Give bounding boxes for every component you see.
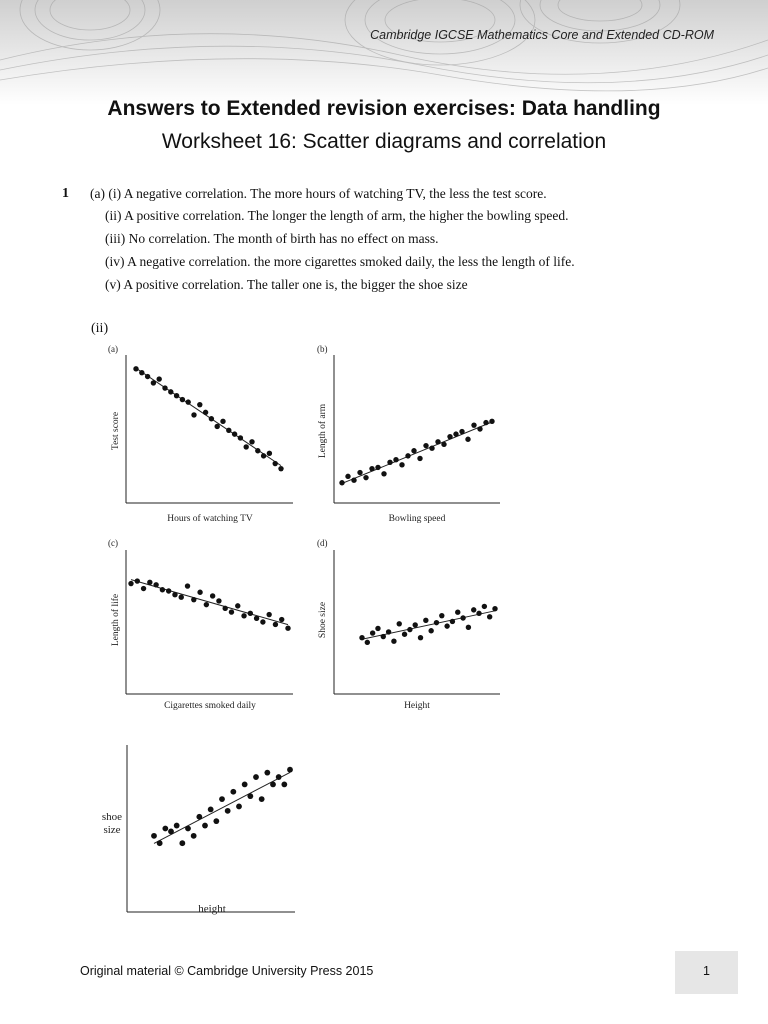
x-axis-label: Bowling speed — [388, 514, 446, 524]
data-point — [202, 823, 208, 829]
page-title: Answers to Extended revision exercises: Data handling — [107, 97, 661, 120]
data-point — [386, 629, 391, 634]
answer-line: (iv) A negative correlation. the more cigarettes smoked daily, the less the length of life. — [105, 254, 575, 269]
data-point — [247, 793, 253, 799]
data-point — [405, 453, 410, 458]
data-point — [209, 416, 214, 421]
data-point — [359, 635, 364, 640]
data-point — [285, 626, 290, 631]
data-point — [365, 640, 370, 645]
data-point — [135, 578, 140, 583]
data-point — [216, 598, 221, 603]
data-point — [151, 833, 157, 839]
data-point — [441, 442, 446, 447]
data-point — [168, 829, 174, 835]
y-axis-label: shoe — [101, 811, 123, 823]
data-point — [225, 808, 231, 814]
data-point — [197, 590, 202, 595]
data-point — [255, 448, 260, 453]
data-point — [244, 444, 249, 449]
data-point — [487, 614, 492, 619]
x-axis-label: Cigarettes smoked daily — [164, 701, 256, 711]
data-point — [242, 782, 248, 788]
data-point — [248, 611, 253, 616]
data-point — [270, 782, 276, 788]
data-point — [465, 437, 470, 442]
y-axis-label: Shoe size — [318, 601, 328, 639]
data-point — [172, 592, 177, 597]
answer-line: (iii) No correlation. The month of birth has no effect on mass. — [105, 231, 439, 246]
data-point — [447, 434, 452, 439]
data-point — [279, 617, 284, 622]
data-point — [418, 635, 423, 640]
data-point — [434, 620, 439, 625]
data-point — [191, 412, 196, 417]
panel-label: (c) — [108, 538, 118, 548]
data-point — [482, 604, 487, 609]
page-number-box — [675, 951, 738, 994]
footer-copyright: Original material © Cambridge University Press 2015 — [80, 964, 374, 978]
data-point — [264, 770, 270, 776]
data-point — [162, 826, 168, 832]
data-point — [235, 603, 240, 608]
data-point — [145, 374, 150, 379]
data-point — [133, 366, 138, 371]
data-point — [267, 451, 272, 456]
data-point — [450, 619, 455, 624]
data-point — [260, 619, 265, 624]
data-point — [278, 466, 283, 471]
data-point — [210, 593, 215, 598]
data-point — [351, 478, 356, 483]
panel-label: (d) — [317, 538, 328, 548]
answer-line: (a) (i) A negative correlation. The more hours of watching TV, the less the test score. — [90, 186, 547, 201]
data-point — [423, 443, 428, 448]
data-point — [266, 612, 271, 617]
trend-line — [342, 422, 492, 483]
data-point — [238, 435, 243, 440]
x-axis-label: Hours of watching TV — [167, 514, 253, 524]
data-point — [179, 595, 184, 600]
panel-label: (a) — [108, 344, 118, 354]
y-axis-label: Test score — [111, 411, 121, 451]
data-point — [417, 456, 422, 461]
data-point — [204, 602, 209, 607]
data-point — [413, 622, 418, 627]
data-point — [166, 588, 171, 593]
data-point — [254, 616, 259, 621]
data-point — [153, 582, 158, 587]
data-point — [208, 806, 214, 812]
data-point — [387, 460, 392, 465]
data-point — [455, 610, 460, 615]
x-axis-label: Height — [404, 701, 430, 711]
data-point — [162, 385, 167, 390]
data-point — [345, 474, 350, 479]
data-point — [168, 389, 173, 394]
data-point — [160, 587, 165, 592]
data-point — [157, 840, 163, 846]
page-number: 1 — [703, 964, 710, 978]
data-point — [477, 426, 482, 431]
data-point — [128, 581, 133, 586]
part-label: (ii) — [91, 321, 109, 336]
data-point — [151, 380, 156, 385]
data-point — [147, 580, 152, 585]
data-point — [259, 796, 265, 802]
data-point — [261, 453, 266, 458]
data-point — [273, 461, 278, 466]
data-point — [287, 767, 293, 773]
data-point — [399, 462, 404, 467]
data-point — [232, 431, 237, 436]
data-point — [411, 448, 416, 453]
data-point — [191, 597, 196, 602]
data-point — [363, 475, 368, 480]
data-point — [241, 613, 246, 618]
data-point — [174, 393, 179, 398]
data-point — [139, 370, 144, 375]
data-point — [453, 431, 458, 436]
data-point — [381, 471, 386, 476]
data-point — [141, 586, 146, 591]
data-point — [435, 439, 440, 444]
data-point — [391, 639, 396, 644]
data-point — [174, 823, 180, 829]
y-axis-label: size — [103, 824, 121, 836]
data-point — [236, 804, 242, 810]
data-point — [444, 623, 449, 628]
data-point — [476, 611, 481, 616]
data-point — [179, 840, 185, 846]
data-point — [185, 826, 191, 832]
data-point — [220, 419, 225, 424]
answer-line: (v) A positive correlation. The taller one is, the bigger the shoe size — [105, 277, 468, 292]
panel-label: (b) — [317, 344, 328, 354]
data-point — [180, 397, 185, 402]
data-point — [276, 774, 282, 780]
data-point — [273, 622, 278, 627]
data-point — [460, 615, 465, 620]
data-point — [369, 466, 374, 471]
data-point — [459, 429, 464, 434]
answer-line: (ii) A positive correlation. The longer the length of arm, the higher the bowling speed. — [105, 208, 569, 223]
trend-line — [154, 772, 290, 843]
x-axis-label: height — [198, 903, 226, 915]
data-point — [215, 424, 220, 429]
data-point — [483, 420, 488, 425]
y-axis-label: Length of life — [111, 593, 121, 647]
data-point — [203, 410, 208, 415]
data-point — [492, 606, 497, 611]
data-point — [429, 446, 434, 451]
data-point — [223, 606, 228, 611]
data-point — [226, 428, 231, 433]
data-point — [370, 630, 375, 635]
data-point — [489, 419, 494, 424]
data-point — [471, 422, 476, 427]
data-point — [229, 609, 234, 614]
page-subtitle: Worksheet 16: Scatter diagrams and correlation — [161, 130, 607, 153]
data-point — [357, 470, 362, 475]
data-point — [407, 627, 412, 632]
data-point — [381, 634, 386, 639]
data-point — [339, 480, 344, 485]
data-point — [219, 796, 225, 802]
data-point — [281, 782, 287, 788]
y-axis-label: Length of arm — [318, 403, 328, 459]
data-point — [197, 402, 202, 407]
data-point — [466, 625, 471, 630]
question-number: 1 — [62, 186, 69, 201]
data-point — [423, 618, 428, 623]
data-point — [196, 814, 202, 820]
data-point — [397, 621, 402, 626]
data-point — [402, 632, 407, 637]
data-point — [157, 376, 162, 381]
data-point — [185, 583, 190, 588]
data-point — [393, 457, 398, 462]
data-point — [375, 465, 380, 470]
data-point — [186, 399, 191, 404]
data-point — [471, 607, 476, 612]
data-point — [191, 833, 197, 839]
data-point — [249, 439, 254, 444]
data-point — [428, 628, 433, 633]
data-point — [253, 774, 259, 780]
data-point — [213, 818, 219, 824]
source-header: Cambridge IGCSE Mathematics Core and Extended CD-ROM — [370, 28, 714, 42]
data-point — [230, 789, 236, 795]
data-point — [439, 613, 444, 618]
data-point — [375, 626, 380, 631]
